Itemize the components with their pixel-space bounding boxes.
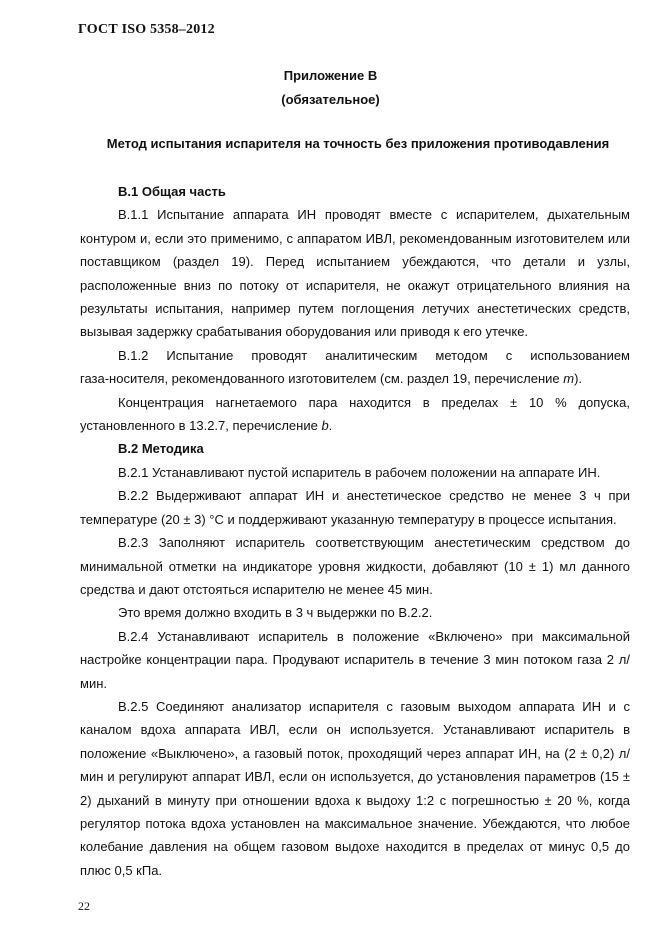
- standard-header: ГОСТ ISO 5358–2012: [78, 22, 215, 37]
- paragraph-concentration-end: .: [328, 418, 333, 434]
- paragraph-concentration-item: b: [321, 418, 329, 434]
- method-title: Метод испытания испарителя на точность без приложения противодавления: [106, 136, 610, 151]
- paragraph-time-note: Это время должно входить в 3 ч выдержки по В.2.2.: [118, 605, 433, 621]
- paragraph-b-1-2-text: газа-носителя, рекомендованного изготовителем (см. раздел 19, перечисление: [80, 371, 564, 387]
- paragraph-b-1-2-line2: [80, 367, 630, 390]
- paragraph-b-2-2: В.2.2 Выдерживают аппарат ИН и анестетическое средство не менее 3 ч при температуре (20 ± 3) °С и поддерживают указанную температуру в процессе испытания.: [80, 488, 630, 527]
- appendix-title: Приложение В: [283, 68, 378, 83]
- paragraph-concentration: [80, 391, 630, 438]
- paragraph-b-2-5: В.2.5 Соединяют анализатор испарителя с газовым выходом аппарата ИН и с каналом вдоха аппарата ИВЛ, если он используется. Устанавливают испаритель в положение «Выключено», а газовый поток, проходящий через аппарат ИН, на (2 ± 0,2) л/мин и регулируют аппарат ИВЛ, если он используется, до установления параметров (15 ± 2) дыханий в минуту при отношении вдоха к выдоху 1:2 с погрешностью ± 20 %, когда регулятор потока вдоха установлен на максимальное значение. Убеждаются, что любое колебание давления на общем газовом выдохе находится в пределах от минус 0,5 до плюс 0,5 кПа.: [80, 698, 630, 878]
- appendix-subtitle: (обязательное): [281, 92, 380, 107]
- document-body: [80, 180, 630, 882]
- paragraph-b-2-3: В.2.3 Заполняют испаритель соответствующим анестетическим средством до минимальной отметки на индикаторе уровня жидкости, добавляют (10 ± 1) мл данного средства и дают отстояться испарителю не менее 45 мин.: [80, 535, 630, 597]
- section-heading-b1: В.1 Общая часть: [118, 184, 226, 199]
- paragraph-concentration-text: Концентрация нагнетаемого пара находится в пределах ± 10 % допуска, установленного в 13.2.7, перечисление: [80, 394, 630, 434]
- paragraph-b-2-1: В.2.1 Устанавливают пустой испаритель в рабочем положении на аппарате ИН.: [118, 464, 601, 480]
- page-number: 22: [78, 899, 90, 913]
- paragraph-b-2-4: В.2.4 Устанавливают испаритель в положение «Включено» при максимальной настройке концентрации пара. Продувают испаритель в течение 3 мин потоком газа 2 л/мин.: [80, 628, 630, 691]
- paragraph-b-1-2-item: m: [563, 371, 575, 387]
- paragraph-b-1-2-end: ).: [574, 371, 583, 387]
- paragraph-b-1-1: В.1.1 Испытание аппарата ИН проводят вместе с испарителем, дыхательным контуром и, если это применимо, с аппаратом ИВЛ, рекомендованным изготовителем или поставщиком (раздел 19). Перед испытанием убеждаются, что детали и узлы, расположенные вниз по потоку от испарителя, не окажут отрицательного влияния на результаты испытания, например путем поглощения летучих анестетических средств, вызывая задержку срабатывания оборудования или приводя к его утечке.: [80, 207, 630, 340]
- paragraph-b-1-2-line1: В.1.2 Испытание проводят аналитическим методом с использованием: [118, 347, 630, 363]
- section-heading-b2: В.2 Методика: [118, 441, 204, 457]
